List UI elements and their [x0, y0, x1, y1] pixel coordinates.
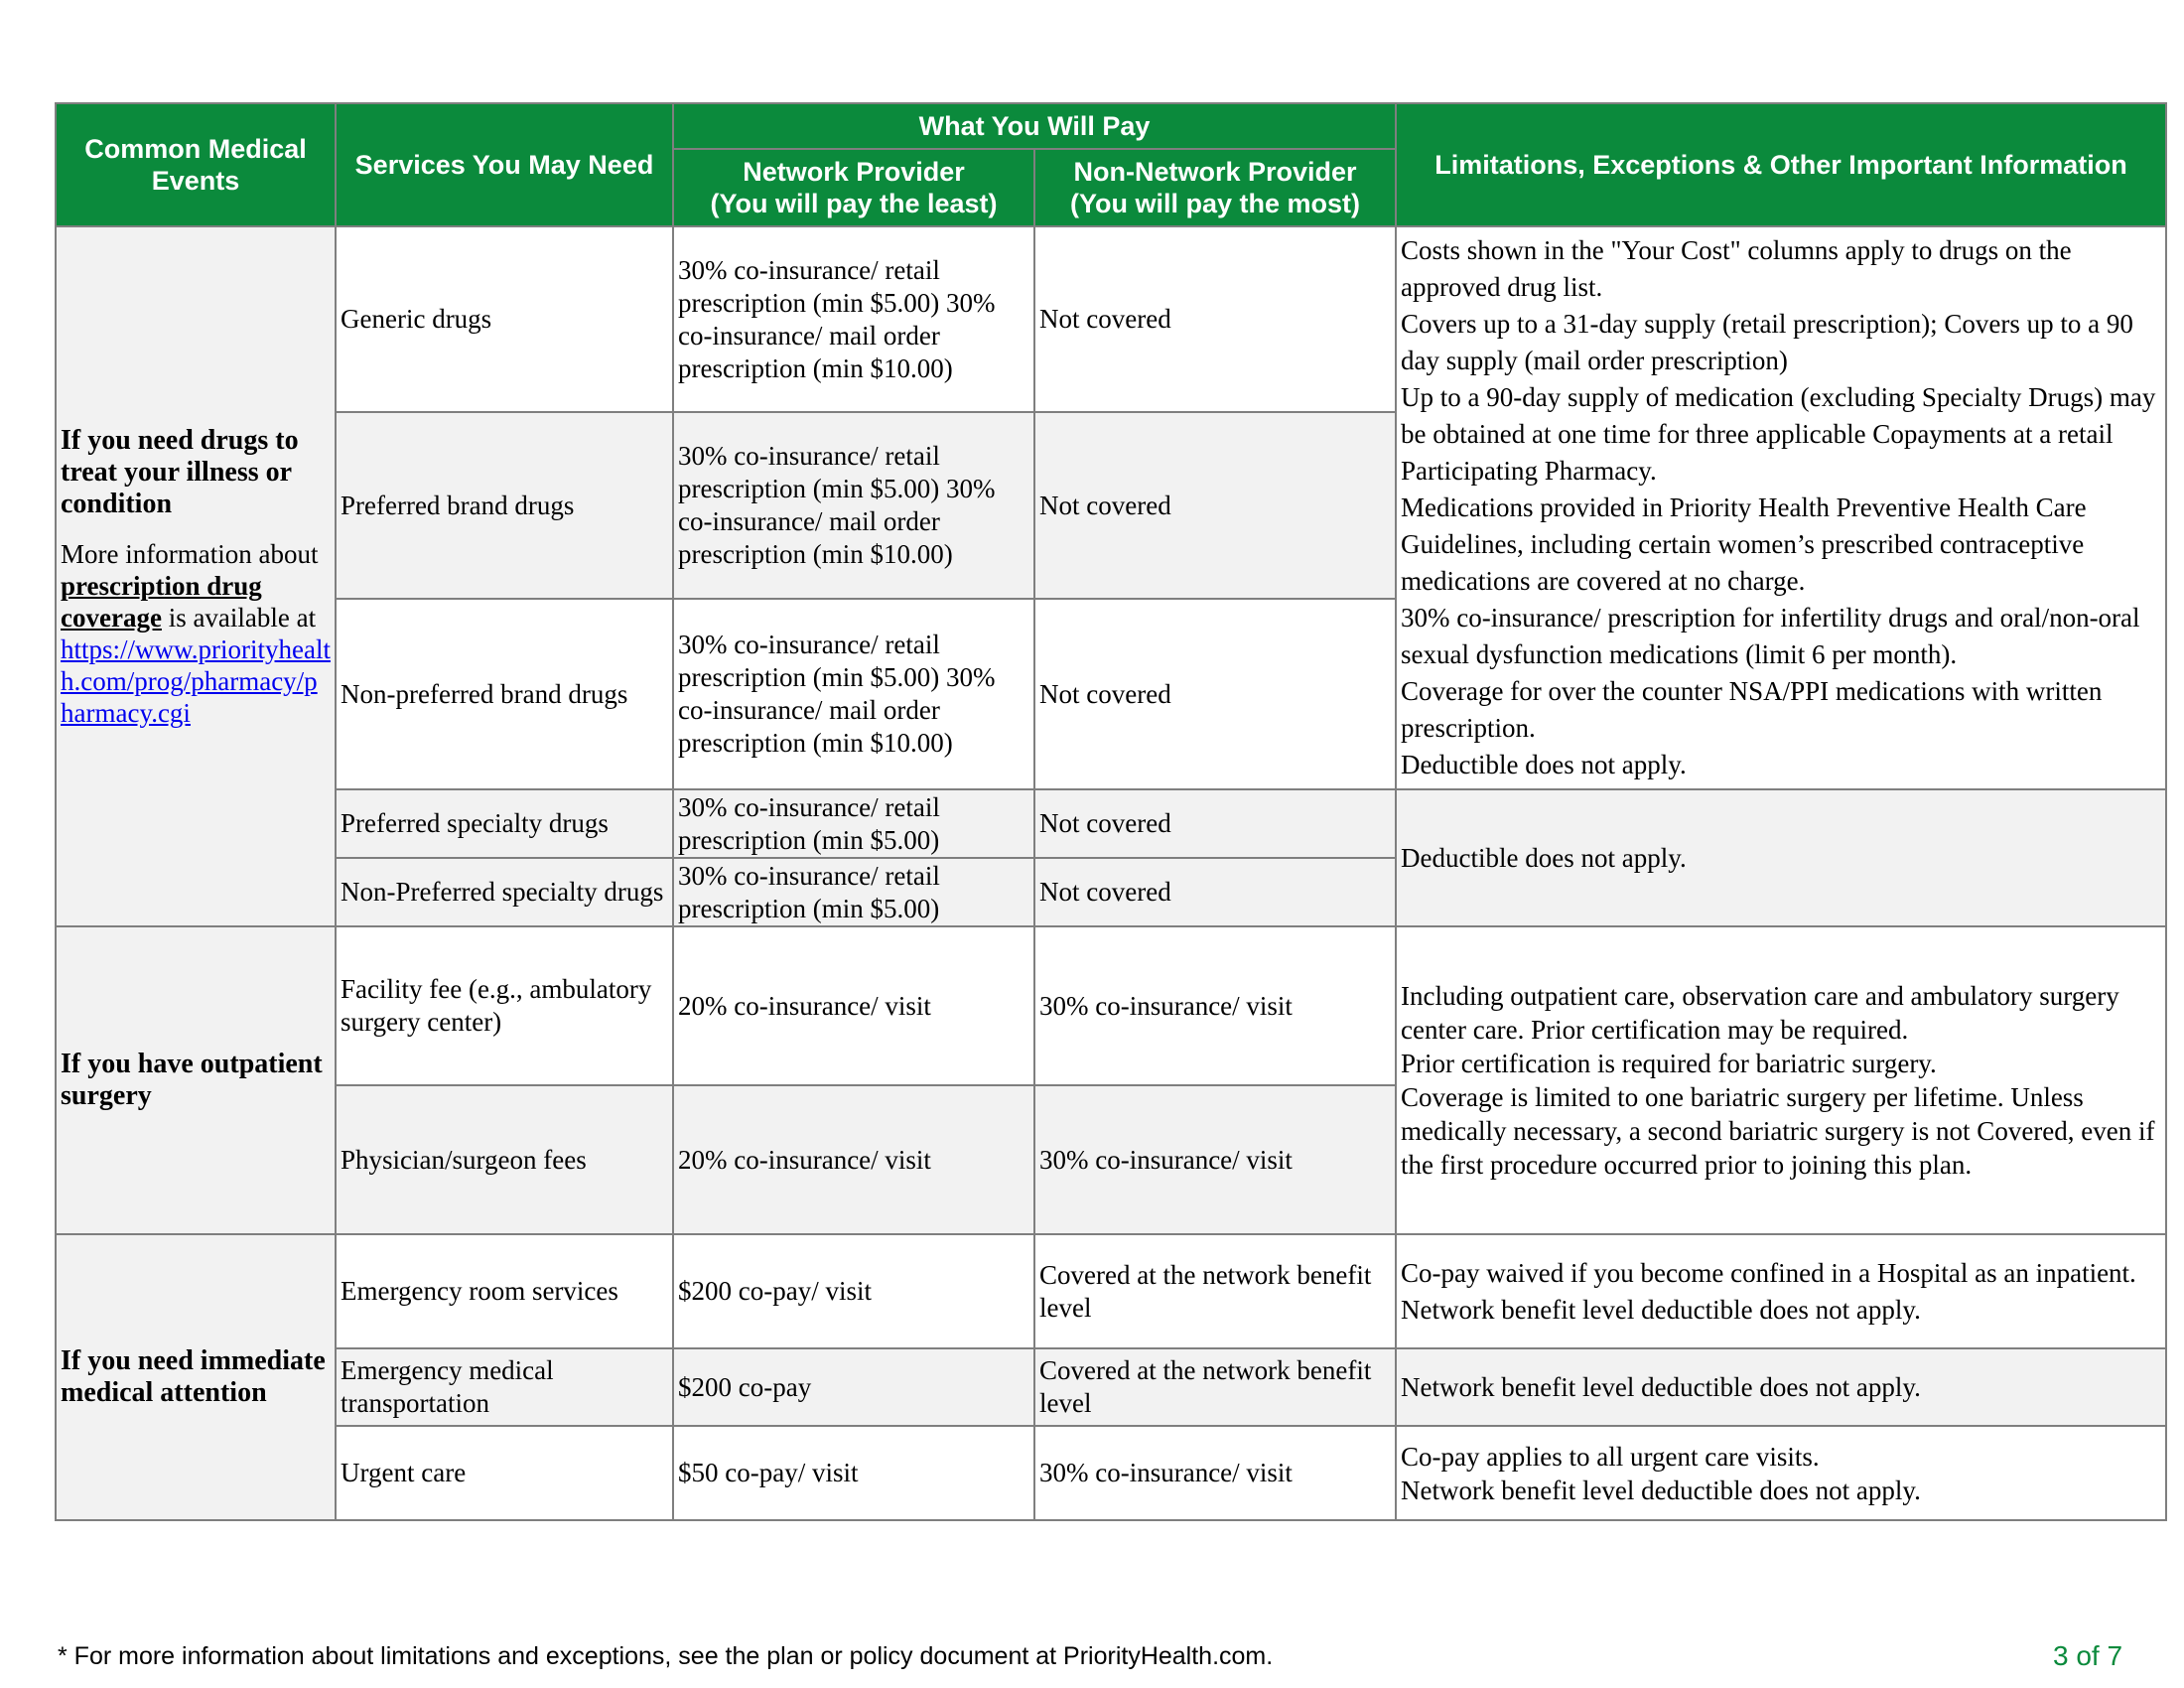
nonnetwork-cost: 30% co-insurance/ visit	[1034, 1426, 1396, 1520]
header-network-provider	[673, 149, 1034, 226]
event-title: If you need immediate medical attention	[61, 1345, 326, 1408]
nonnetwork-cost: Not covered	[1034, 226, 1396, 412]
service-cell: Physician/surgeon fees	[336, 1085, 673, 1234]
network-cost: 20% co-insurance/ visit	[673, 1085, 1034, 1234]
service-cell: Generic drugs	[336, 226, 673, 412]
service-cell: Emergency room services	[336, 1234, 673, 1348]
network-cost: 30% co-insurance/ retail prescription (min $5.00) 30% co-insurance/ mail order prescription (min $10.00)	[673, 599, 1034, 789]
table-row	[56, 1426, 2166, 1520]
header-services: Services You May Need	[336, 103, 673, 226]
nonnetwork-cost: Covered at the network benefit level	[1034, 1234, 1396, 1348]
more-info: More information about prescription drug coverage is available at https://www.priorityhealth.com/prog/pharmacy/pharmacy.cgi	[61, 538, 331, 728]
table-row	[56, 926, 2166, 1085]
network-cost: 20% co-insurance/ visit	[673, 926, 1034, 1085]
table-row	[56, 226, 2166, 412]
pharmacy-link[interactable]: https://www.priorityhealth.com/prog/pharmacy/pharmacy.cgi	[61, 633, 331, 728]
table-row	[56, 1348, 2166, 1426]
limitations-urgent-care: Co-pay applies to all urgent care visits. Network benefit level deductible does not apply.	[1396, 1426, 2166, 1520]
network-cost: $200 co-pay/ visit	[673, 1234, 1034, 1348]
nonnetwork-cost: Not covered	[1034, 789, 1396, 858]
nonnetwork-cost: 30% co-insurance/ visit	[1034, 926, 1396, 1085]
footnote: * For more information about limitations and exceptions, see the plan or policy document at PriorityHealth.com.	[58, 1642, 1274, 1670]
service-cell: Preferred specialty drugs	[336, 789, 673, 858]
event-drugs	[56, 226, 336, 926]
header-common-medical-events: Common Medical Events	[56, 103, 336, 226]
service-cell: Facility fee (e.g., ambulatory surgery center)	[336, 926, 673, 1085]
nonnetwork-cost: 30% co-insurance/ visit	[1034, 1085, 1396, 1234]
service-cell: Preferred brand drugs	[336, 412, 673, 599]
nonnetwork-cost: Not covered	[1034, 599, 1396, 789]
network-cost: 30% co-insurance/ retail prescription (min $5.00)	[673, 789, 1034, 858]
service-cell: Non-Preferred specialty drugs	[336, 858, 673, 926]
network-cost: 30% co-insurance/ retail prescription (min $5.00)	[673, 858, 1034, 926]
nonnetwork-cost: Covered at the network benefit level	[1034, 1348, 1396, 1426]
nonnetwork-cost: Not covered	[1034, 412, 1396, 599]
limitations-surgery: Including outpatient care, observation care and ambulatory surgery center care. Prior certification may be required. Prior certification is required for bariatric surgery. Coverage is limited to one bariatric surgery per lifetime. Unless medically necessary, a second bariatric surgery is not Covered, even if the first procedure occurred prior to joining this plan.	[1396, 926, 2166, 1234]
service-cell: Non-preferred brand drugs	[336, 599, 673, 789]
event-title: If you have outpatient surgery	[61, 1049, 323, 1111]
prescription-drug-coverage: prescription drug coverage	[61, 570, 262, 633]
network-cost: $200 co-pay	[673, 1348, 1034, 1426]
table-row	[56, 1234, 2166, 1348]
limitations-specialty: Deductible does not apply.	[1396, 789, 2166, 926]
header-non-network-provider	[1034, 149, 1396, 226]
nonnetwork-subtitle: (You will pay the most)	[1069, 189, 1361, 218]
nonnetwork-cost: Not covered	[1034, 858, 1396, 926]
service-cell: Urgent care	[336, 1426, 673, 1520]
network-title: Network Provider	[743, 157, 965, 187]
event-emergency	[56, 1234, 336, 1520]
header-what-you-will-pay: What You Will Pay	[673, 103, 1396, 149]
event-surgery	[56, 926, 336, 1234]
table-row	[56, 789, 2166, 858]
network-cost: 30% co-insurance/ retail prescription (min $5.00) 30% co-insurance/ mail order prescription (min $10.00)	[673, 226, 1034, 412]
event-title: If you need drugs to treat your illness or condition	[61, 424, 299, 519]
service-cell: Emergency medical transportation	[336, 1348, 673, 1426]
network-cost: 30% co-insurance/ retail prescription (min $5.00) 30% co-insurance/ mail order prescription (min $10.00)	[673, 412, 1034, 599]
benefits-table	[55, 102, 2167, 1521]
limitations-emergency-room: Co-pay waived if you become confined in a Hospital as an inpatient. Network benefit level deductible does not apply.	[1396, 1234, 2166, 1348]
header-limitations: Limitations, Exceptions & Other Important Information	[1396, 103, 2166, 226]
limitations-drugs: Costs shown in the "Your Cost" columns apply to drugs on the approved drug list. Covers up to a 31-day supply (retail prescription); Covers up to a 90 day supply (mail order prescription) Up to a 90-day supply of medication (excluding Specialty Drugs) may be obtained at one time for three applicable Copayments at a retail Participating Pharmacy. Medications provided in Priority Health Preventive Health Care Guidelines, including certain women’s prescribed contraceptive medications are covered at no charge. 30% co-insurance/ prescription for infertility drugs and oral/non-oral sexual dysfunction medications (limit 6 per month). Coverage for over the counter NSA/PPI medications with written prescription. Deductible does not apply.	[1396, 226, 2166, 789]
page-number: 3 of 7	[2053, 1640, 2123, 1671]
network-cost: $50 co-pay/ visit	[673, 1426, 1034, 1520]
nonnetwork-title: Non-Network Provider	[1073, 157, 1357, 187]
network-subtitle: (You will pay the least)	[710, 189, 998, 218]
limitations-transportation: Network benefit level deductible does not apply.	[1396, 1348, 2166, 1426]
